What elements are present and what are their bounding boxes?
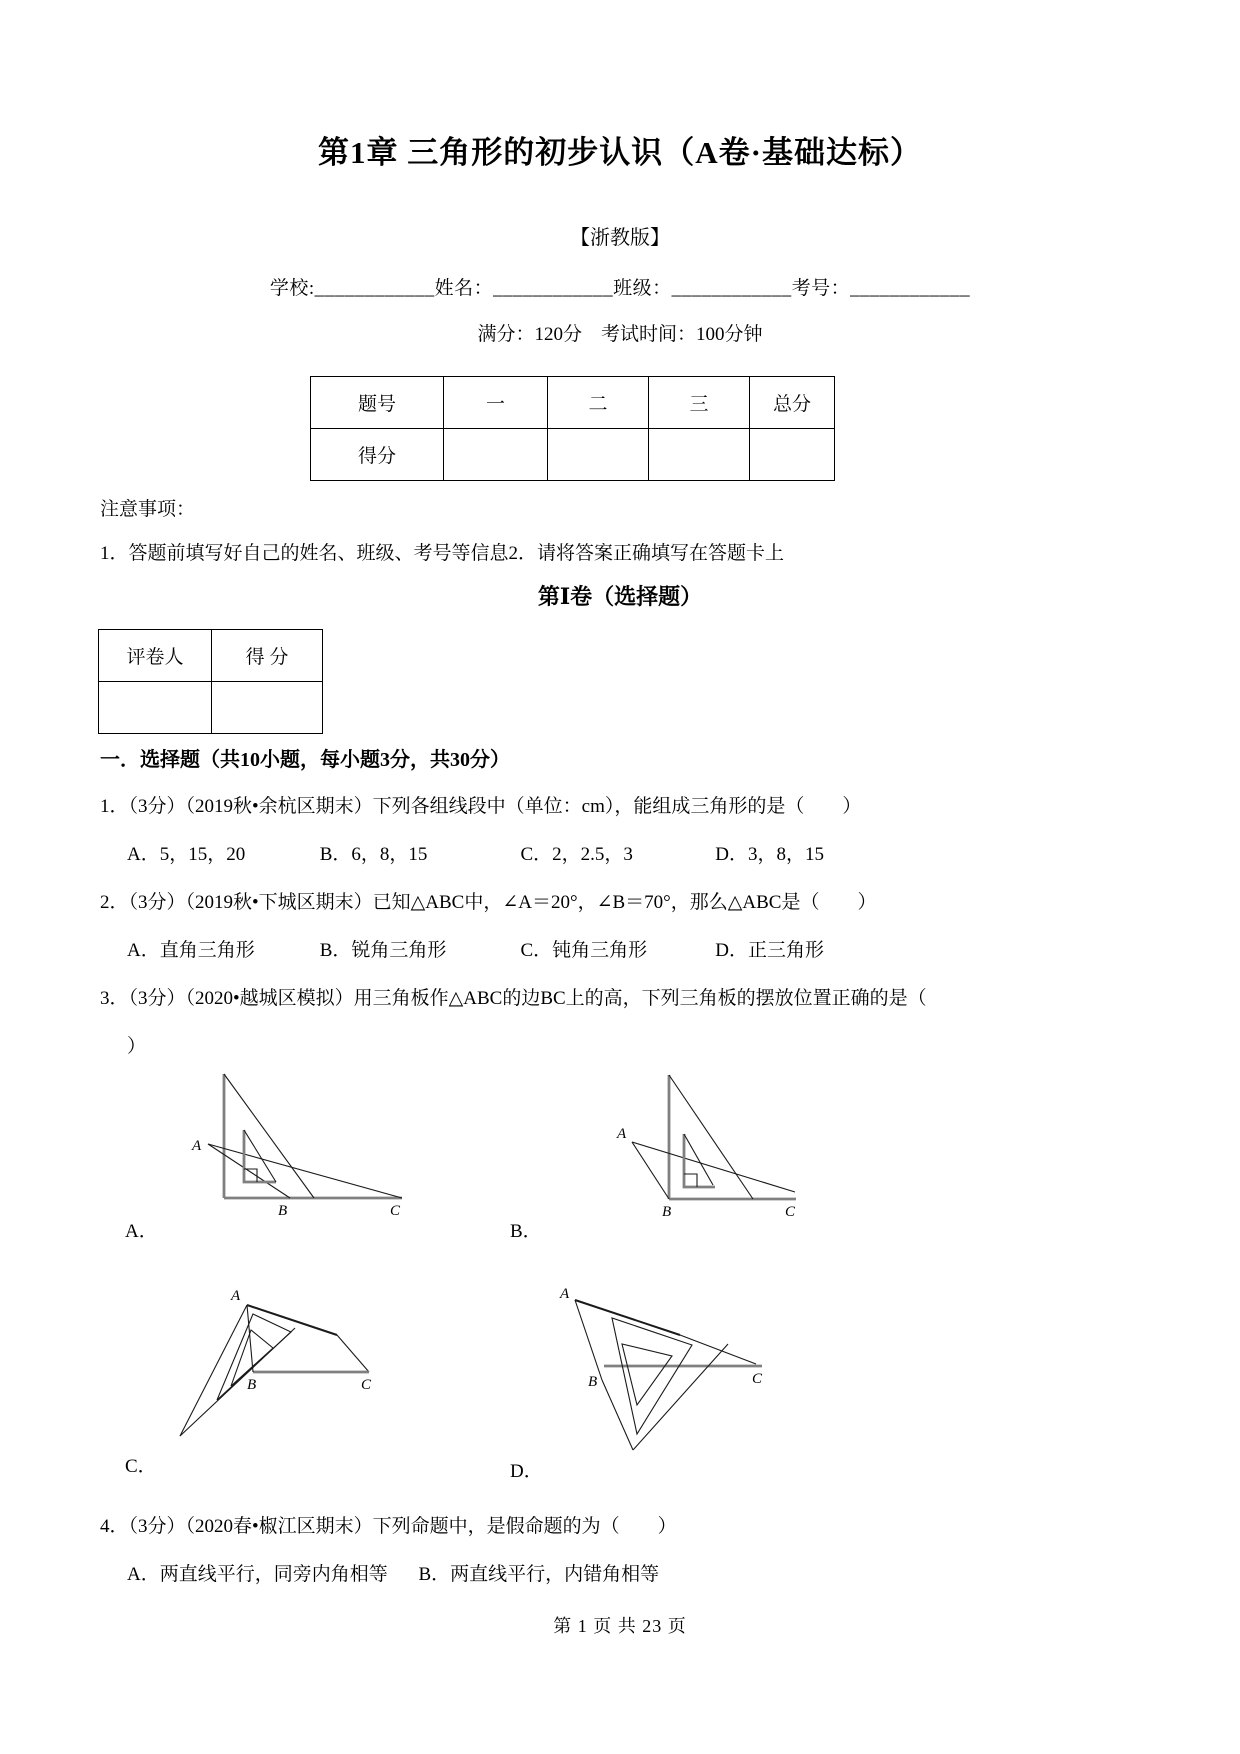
question-2-text: 2．（3分）（2019秋•下城区期末）已知△ABC中，∠A＝20°，∠B＝70°，那么△ABC是（ ）	[100, 892, 877, 913]
vertex-label-c: C	[361, 1377, 372, 1393]
score-cell-empty	[750, 429, 835, 481]
line-to-c	[337, 1335, 369, 1372]
q3-figures-row-1	[125, 1068, 1140, 1246]
line-a-to-b	[575, 1300, 602, 1380]
q2-option-c: C．钝角三角形	[520, 940, 648, 961]
question-2-options	[100, 938, 1140, 964]
vertex-label-a: A	[560, 1288, 570, 1302]
grader-table	[98, 629, 323, 734]
score-table-header-row	[311, 377, 835, 429]
line-to-c	[680, 1335, 756, 1364]
question-3-text: 3．（3分）（2020•越城区模拟）用三角板作△ABC的边BC上的高，下列三角板的摆放位置正确的是（	[100, 988, 927, 1009]
student-info-line: 学校:____________姓名：____________班级：____________考号：____________	[269, 278, 971, 299]
figure-a-label: A．	[125, 1221, 158, 1242]
grader-score-label: 得 分	[212, 630, 323, 682]
vertex-label-c: C	[785, 1204, 796, 1218]
grader-table-empty-row	[99, 682, 323, 734]
vertex-label-b: B	[278, 1203, 288, 1218]
small-set-square-hypotenuse	[244, 1130, 276, 1182]
notes-heading: 注意事项：	[100, 499, 196, 520]
q3-figures-row-2	[125, 1288, 1140, 1486]
part1-title: 第Ⅰ卷（选择题）	[537, 584, 703, 609]
exam-info-line: 满分：120分 考试时间：100分钟	[477, 324, 763, 345]
score-header-total: 总分	[750, 377, 835, 429]
line-b-spike	[602, 1380, 633, 1450]
score-header-number: 题号	[311, 377, 444, 429]
figure-c-label: C．	[125, 1456, 157, 1477]
edition-label: 【浙教版】	[570, 227, 670, 249]
triangle-diagram-c	[145, 1288, 385, 1453]
vertex-label-c: C	[752, 1371, 763, 1387]
q1-option-a: A．5，15，20	[127, 844, 246, 865]
notes-item-1: 1．答题前填写好自己的姓名、班级、考号等信息2．请将答案正确填写在答题卡上	[100, 543, 785, 564]
vertex-label-b: B	[247, 1377, 257, 1393]
triangle-diagram-a	[180, 1068, 410, 1218]
q1-option-c: C．2，2.5，3	[520, 844, 633, 865]
vertex-label-a: A	[192, 1138, 202, 1154]
score-cell-empty	[649, 429, 750, 481]
page-title: 第1章 三角形的初步认识（A卷·基础达标）	[318, 135, 922, 170]
q2-option-d: D．正三角形	[715, 940, 824, 961]
score-cell-empty	[444, 429, 548, 481]
page-footer: 第 1 页 共 23 页	[553, 1616, 687, 1636]
vertex-label-a: A	[617, 1126, 627, 1142]
spike-return-line	[633, 1344, 728, 1450]
question-1-text: 1．（3分）（2019秋•余杭区期末）下列各组线段中（单位：cm），能组成三角形的是（ ）	[100, 796, 862, 817]
grader-table-header-row	[99, 630, 323, 682]
q2-option-a: A．直角三角形	[127, 940, 255, 961]
line-a-to-bottom	[208, 1144, 290, 1198]
q2-option-b: B．锐角三角形	[319, 940, 447, 961]
score-header-two: 二	[548, 377, 649, 429]
score-row-label: 得分	[311, 429, 444, 481]
question-3-text-cont: ）	[127, 1036, 147, 1057]
q4-option-b: B．两直线平行，内错角相等	[418, 1564, 660, 1585]
score-header-one: 一	[444, 377, 548, 429]
q1-option-b: B．6，8，15	[319, 844, 428, 865]
triangle-diagram-b	[565, 1068, 800, 1218]
q4-option-a: A．两直线平行，同旁内角相等	[127, 1564, 388, 1585]
score-header-three: 三	[649, 377, 750, 429]
choice-section-heading: 一．选择题（共10小题，每小题3分，共30分）	[100, 749, 510, 771]
vertex-label-c: C	[390, 1203, 401, 1218]
vertex-label-a: A	[231, 1288, 241, 1304]
set-square-top-edge	[575, 1300, 680, 1335]
figure-b-label: B．	[510, 1221, 542, 1242]
page-content	[100, 130, 1140, 1588]
grader-cell-empty	[212, 682, 323, 734]
figure-option-a	[125, 1068, 510, 1246]
score-cell-empty	[548, 429, 649, 481]
grader-label: 评卷人	[99, 630, 212, 682]
line-a-to-c	[632, 1142, 795, 1192]
figure-option-d	[510, 1288, 1140, 1486]
question-4-text: 4．（3分）（2020春•椒江区期末）下列命题中，是假命题的为（ ）	[100, 1516, 677, 1537]
set-square-inner-triangle	[622, 1344, 672, 1405]
q1-option-d: D．3，8，15	[715, 844, 824, 865]
vertex-label-b: B	[662, 1204, 672, 1218]
line-a-to-c	[208, 1144, 402, 1198]
figure-option-b	[510, 1068, 1140, 1246]
set-square-hypotenuse	[224, 1074, 314, 1198]
right-angle-mark	[684, 1174, 697, 1187]
triangle-diagram-d	[530, 1288, 770, 1458]
figure-option-c	[125, 1288, 510, 1486]
question-1-options	[100, 842, 1140, 868]
figure-d-label: D．	[510, 1461, 543, 1482]
vertex-label-b: B	[588, 1374, 598, 1390]
grader-cell-empty	[99, 682, 212, 734]
score-table-score-row	[311, 429, 835, 481]
line-a-to-b	[632, 1142, 669, 1199]
score-table	[310, 376, 835, 481]
question-4-options	[100, 1562, 1140, 1588]
